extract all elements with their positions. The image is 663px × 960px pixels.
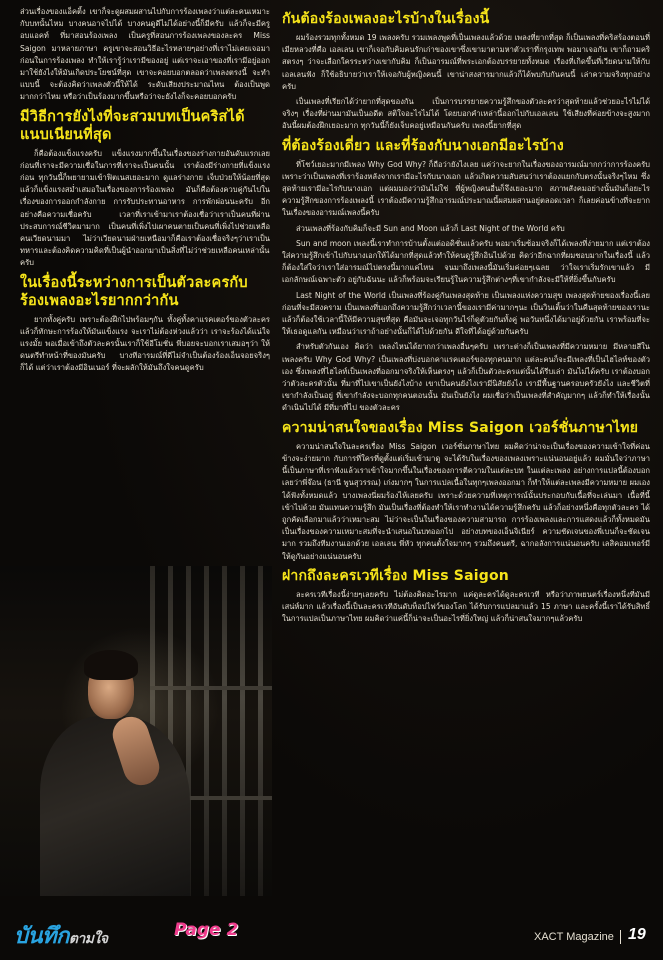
paragraph-thai-version: ความน่าสนใจในละครเรื่อง Miss Saigon เวอร์ชั่นภาษาไทย ผมคิดว่าน่าจะเป็นเรื่องของความเข้าใจที่ค่อนข้างจะง่ายมาก กับการที่ใครที่ดูตั้งแต่เริ่มเข้ามาดู จะได้รับในเรื่องของเพลงเพราะแน่นอนอยู่แล้ว ผมมั่นใจว่าภาษานี้เป็นภาษาที่เราฟังแล้วเราเข้าใจมากขึ้นในเรื่องของการตีความในแต่ละบท ในแต่ละเพลง อย่างการแปลนี้ต้องบอกเลยว่าพี่จ๊อน (ธานี พูนสุวรรณ) เก่งมากๆ ในการแปลเนื้อในทุกๆเพลงออกมา ก็ทำให้แต่ละเพลงมีความหมาย ผมเองได้ฟังทั้งหมดแล้ว บางเพลงนี่ผมร้องไห้เลยครับ เพราะด้วยความที่เหตุการณ์นั้นประกอบกับเนื้อที่จะเล่นมา เนื้อที่นี้เข้าไปด้วย มันแทนความรู้สึก มันเป็นเรื่องที่ต้องทำให้เราทำงานได้ความรู้สึกครับ แล้วก็อย่างหนึ่งคือทุกตัวละคร ได้ถูกคัดเลือกมาแล้วว่าเหมาะสม ไม่ว่าจะเป็นในเรื่องของความสามารถ การร้องเพลงและการแสดงแล้วก็ทั้งหมดมันเป็นเรื่องของความเหมาะสมที่จะนำเสนอในบทออกไป อย่างบทของเอ็นจิเนียร์ ความชัดเจนของพี่เบนก็จะชัดเจนมาก รวมถึงทีมงานเอกด้วย เอลเลน พี่หัว ทุกคนตั้งใจมากๆ รวมถึงคนตรี, ฉากอลังการแน่นอนครับ เลสิคอมเพอร์มีให้ดูกันอย่างแน่นอนครับ (282, 441, 650, 561)
logo-main-text: บันทึก (14, 924, 69, 949)
actor-hair (84, 650, 138, 680)
logo-sub-text: ตามใจ (68, 931, 108, 947)
left-column (20, 6, 270, 378)
paragraph-character-method: ก็คือต้องแข็งแรงครับ แข็งแรงมากขึ้นในเรื่องของร่างกายอันดับแรกเลย ก่อนที่เราจะมีความเชื่อในการที่เราจะเป็นคนนั้น เราต้องมีร่างกายที่แข็งแรงก่อน ทุกวันนี้ก็พยายามเข้าฟิตเนสเยอะมาก ดูแลร่างกาย เจ็บป่วยให้น้อยที่สุดแล้วก็แข็งแรงสม่ำเสมอในเรื่องของการร้องเพลง มันก็คือต้องควบคู่กันไปในเรื่องของการออกกำลังกาย การรับประทานอาหาร การพักผ่อนนะครับ อีกอย่างคือความเชื่อครับ เวลาที่เราเข้ามาเราต้องเชื่อว่าเราเป็นคนที่ผ่านประสบการณ์ชีวิตมามาก เป็นคนที่เพิ่งไปเผาคนตายเป็นคนที่เพิ่งไปช่วยเหลือคนเวียดนามมา ไม่ว่าเวียดนามฝ่ายเหนือมาก็คือเราต้องเชื่อจริงๆว่าเราเป็นทหารและต้องคิดความคิดที่เป็นผู้นำออกมาเป็นสิ่งที่ไม่ว่าช่วยเหลือคนเหล่านั้นครับ (20, 148, 270, 268)
heading-songs: กันต้องร้องเพลงอะไรบ้างในเรื่องนี้ (282, 11, 490, 27)
heading-solo-duet: ที่ต้องร้องเดี่ยว และที่ร้องกับนางเอกมีอะไรบ้าง (282, 137, 564, 154)
intro-paragraph: ส่วนเรื่องของแอ็คติ้ง เขาก็จะดูผสมผสานไปกับการร้องเพลงว่าแต่ละคนเหมาะกับบทนั้นไหม บางคนอาจไปได้ บางคนดูดีไม่ได้อย่างนี้ก็มีครับ แล้วก็จะมีครูอบแอคท์ ที่มาสอนร้องเพลง เป็นครูที่สอนการร้องเพลงของละคร Miss Saigon มาหลายภาษา ครูเขาจะสอนวิธีอะไรหลายๆอย่างที่เราไม่เคยเจอมาก่อนในการร้องเพลง ทำให้เรารู้ว่าเรามีของอยู่ แต่เราจะเอาของที่เรามีอยู่ออกมาใช้ยังไงให้มันเกิดประโยชน์ที่สุด เขาจะคอยบอกตลอดว่าเพลงตรงนี้ จะทำแบบนี้ จะต้องคิดว่าเพลงตัวนี้ให้ได้ ระดับเสียงประมาณไหน ต้องเป็นพูดมากกว่าไหม หรือว่าเป็นร้องมากขึ้นหรือว่าจะยังไงก็จะคอยบอกครับ (20, 7, 270, 102)
paragraph-solo-4: Last Night of the World เป็นเพลงที่ร้องคู่กันเพลงสุดท้าย เป็นเพลงแห่งความสุข เพลงสุดท้ายของเรื่องนี้เลย ก่อนที่จะมีสงคราม เป็นเพลงที่บอกถึงความรู้สึกว่าเวลานี้ของเรามีค่ามากๆนะ เป็นวินเติ้นว่าในคืนสุดท้ายของเรานะ แล้วก็ต้องใช้เวลานี้ให้มีความสุขที่สุด คือมันจะเจอทุกวันไร่ก็ดูตัวยกันทั้งคู่ พอวันหนึ่งได้มาอยู่ด้วยกัน เราพร้อมที่จะให้เธอดูแลกัน เหมือนว่าเราถ้าอย่างนั้นก็ได้ไปด้วยกัน ดีใจที่ได้อยู่ด้วยกันครับ (282, 290, 650, 337)
paragraph-solo-3: Sun and moon เพลงนี้เราทำการบ้านตั้งแต่ออดิชั่นแล้วครับ พอมาเริ่มซ้อมจริงก็ได้เพลงที่ง่ายมาก แต่เราต้องใส่ความรู้สึกเข้าไปกับนางเอกให้ได้มากที่สุดแล้วทำให้คนดูรู้สึกอินไปด้วย คิดว่าอีกฉากที่ผมชอบมากในเรื่องนี้ แล้วก็ต้องใส่ใจว่าเราใส่อารมณ์ไปตรงนี้มากแค่ไหน จนมาถึงเพลงนี้มันเริ่มค่อยๆเฉลย ว่าใจเราเริ่มรักเขาแล้ว มีเอกลักษณ์เฉพาะตัว อยู่กับฉันนะ แล้วก็พร้อมจะเรียนรู้ในความรู้สึกต่างๆที่เขากำลังจะมีให้ที่ยิ่งขึ้นกับครับ (282, 238, 650, 285)
heading-acting-vs-singing: ในเรื่องนี้ระหว่างการเป็นตัวละครกับร้องเพลงอะไรยากกว่ากัน (20, 274, 248, 309)
footer-separator (620, 930, 621, 944)
heading-character-method: มีวิธีการยังไงที่จะสวมบทเป็นคริสได้แนบเนียนที่สุด (20, 108, 245, 143)
right-column (282, 6, 650, 628)
page-tag: Page 2 (174, 920, 239, 940)
paragraph-solo-5: สำหรับตัวกันเอง คิดว่า เพลงไหนได้ยากกว่าเพลงอื่นๆครับ เพราะต่างก็เป็นเพลงที่มีความหมาย มีหลายสีในเพลงครับ Why God Why? เป็นเพลงที่บ่งบอกคาแรคเตอร์ของทุกคนมาก แต่ละคนก็จะมีเพลงที่เป็นไฮไลท์ของตัวเอง ซึ่งเพลงที่ไฮไลท์เป็นเพลงที่ออกมาจริงให้เห็นตรงๆ แล้วก็เป็นตัวละครแต่นั้นได้รีบเล่า มันไม่ได้ครับ เราต้องบอกว่าตัวละครตัวนั้น ที่มาที่ไปเขาเป็นยังไงบ้าง เขาเป็นคนยังไงเรามีนิสัยยังไง เรามีพื้นฐานครอบครัวยังไง และชีวิตที่เขากำลังเป็นอยู่ ที่เขากำลังจะบอกทุกคนตอนนั้น มันเป็นยังไง ผมเชื่อว่าเป็นเพลงที่สำคัญมากๆ แล้วก็ทำให้เรื่องนั้นดำเนินไปได้ มีที่มาที่ไป ของตัวละคร (282, 342, 650, 413)
heading-thai-version: ความน่าสนใจของเรื่อง Miss Saigon เวอร์ชั่นภาษาไทย (282, 419, 639, 436)
actor-photo (0, 566, 272, 896)
paragraph-solo-2: ส่วนเพลงที่ร้องกับคิมก็จะมี Sun and Moon แล้วก็ Last Night of the World ครับ (296, 223, 565, 233)
paragraph-solo-1: ที่โชว์เยอะมากมีเพลง Why God Why? ก็ถือว่ายังไงเลย แค่ว่าจะยากในเรื่องของอารมณ์มากกว่าการร้องครับ เพราะว่าเป็นเพลงที่เราร้องหลังจากเรามีอะไรกับนางเอก แล้วเกิดความสับสนว่าเราต้องแยกกับตรงนั้นจริงๆไหม ซึ่งสุดท้ายเรามีอะไรกับนางเอก แต่ผมมองว่ามันไม่ใช่ ที่ผู้หญิงคนอื่นก็จึงเยอะมาก สภาพสังคมอย่างนั้นมันก็อยะไร ความรู้สึกของการร้องเพลงนี้ เราต้องมีความรู้สึกอารมณ์ประมาณนี้ผสมผสานอยู่ตลอดเวลา ก็เลยค่อนข้างที่จะยากในเรื่องของอารมณ์เพลงนี้ครับ (282, 159, 650, 218)
paragraph-songs-2: เป็นเพลงที่เรียกได้ว่ายากที่สุดของกัน เป็นการบรรยายความรู้สึกของตัวละครว่าสุดท้ายแล้วช่วยอะไรไม่ได้จริงๆ เรื่องที่ผ่านมามันเป็นอดีต สติใจอะไรไม่ได้ โดยบอกคำเหล่านี้ออกไปกับเอลเลน ใช้เสียงที่ค่อยข้างจะสูงมาก อันนี้ผมต้องฝึกเยอะมาก ทุกวันนี้ก็ยังเจ็บคอยู่เหมือนกันครับ เพลงนี้ยากที่สุด (282, 97, 650, 131)
heading-closing: ฝากถึงละครเวทีเรื่อง Miss Saigon (282, 567, 509, 584)
paragraph-acting-vs-singing: ยากทั้งคู่ครับ เพราะต้องฝึกไปพร้อมๆกัน ทั้งคู่ทั้งคาแรคเตอร์ของตัวละครแล้วก็ทักษะการร้องให้มันแข็งแรง จะเราไม่ต้องห่วงแล้วว่า เราจะร้องได้แน่ใจแรงมั้ย พอเมื่อเข้าถึงตัวละครนั้นเราก็ใช้อีโมชั่น พี่บอยจะบอกเราเสมอๆว่า ให้ดนตรีทำหน้าที่ของมันครับ บางทีอารมณ์ที่ดีไม่จำเป็นต้องร้องเอ็นจอยจริงๆก็ได้ แต่ว่าเราต้องมีอินเนอร์ ที่จะผลักให้มันถึงใจคนดูครับ (20, 314, 270, 373)
column-logo (14, 918, 108, 948)
magazine-name: XACT Magazine (534, 931, 614, 943)
paragraph-closing: ละครเวทีเรื่องนี้ง่ายๆเลยครับ ไม่ต้องคิดอะไรมาก แค่ดูละครได้ดูละครเวที หรือว่าภาพยนตร์เรื่องหนึ่งที่มันมีเสน่ห์มาก แล้วเรื่องนี้เป็นละครเวทีอันดับท็อปไฟว์ของโลก ได้รับการแปลมาแล้ว 15 ภาษา และครั้งนี้เราได้รับสิทธิ์ในการแปลเป็นภาษาไทย ผมคิดว่าแค่นี้ก็น่าจะเป็นอะไรที่ยิ่งใหญ่ แล้วก็น่าสนใจมากๆแล้วครับ (282, 589, 650, 624)
paragraph-songs-1: ผมร้องรวมทุกทั้งหมด 19 เพลงครับ รวมเพลงพูดที่เป็นเพลงแล้วด้วย เพลงที่ยากที่สุด ก็เป็นเพลงที่คริสร้องตอนที่เมียหลวงที่คือ เอลเลน เขาก็เจอกับคิมคนรักเก่าของเขาซึ่งเขามาตามหาตัวเราที่กรุงเทพ พอมาเจอกัน เขาก็ถามคริสตรงๆ ว่าจะเลือกใครระหว่างเขากับคิม ก็เป็นอารมณ์ที่พระเอกต้องบรรยายทั้งหมด เรื่องที่เกิดขึ้นที่เวียดนามให้กับเอลเลนฟัง ก็ใช้อธิบายว่าเราให้เจอกับผู้หญิงคนนี้ เขาน่าสงสารมากแล้วก็ได้พบกับกันคนนี้ เล่าความจริงทุกอย่างครับ (282, 33, 650, 91)
page-number: 19 (628, 926, 646, 943)
